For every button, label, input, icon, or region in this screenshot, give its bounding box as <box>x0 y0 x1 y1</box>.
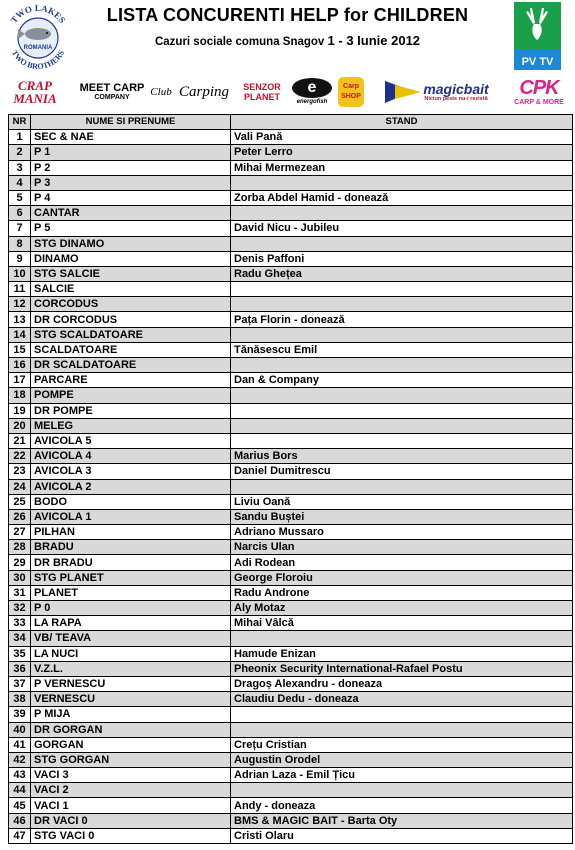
table-row <box>9 798 573 813</box>
row-name: LA NUCI <box>31 646 231 661</box>
row-name: GORGAN <box>31 737 231 752</box>
row-name: AVICOLA 4 <box>31 449 231 464</box>
row-name: STG VACI 0 <box>31 828 231 843</box>
sponsor-cpk <box>506 74 572 110</box>
row-name: AVICOLA 3 <box>31 464 231 479</box>
row-stand: Claudiu Dedu - doneaza <box>231 692 573 707</box>
row-number: 43 <box>9 768 31 783</box>
row-number: 22 <box>9 449 31 464</box>
row-name: PLANET <box>31 585 231 600</box>
sponsor-text: CRAP MANIA <box>13 78 57 106</box>
sponsor-text: magicbait <box>423 80 489 97</box>
sponsor-strip <box>0 74 575 110</box>
row-number: 33 <box>9 616 31 631</box>
row-stand <box>231 433 573 448</box>
row-name: STG SALCIE <box>31 266 231 281</box>
table-row <box>9 601 573 616</box>
subtitle-dates: 1 - 3 Iunie 2012 <box>327 33 421 48</box>
row-stand: Marius Bors <box>231 449 573 464</box>
table-row <box>9 707 573 722</box>
table-row <box>9 737 573 752</box>
table-row <box>9 585 573 600</box>
table-row <box>9 312 573 327</box>
row-number: 15 <box>9 342 31 357</box>
row-number: 30 <box>9 570 31 585</box>
row-stand <box>231 707 573 722</box>
sponsor-sub: CARP & MORE <box>514 98 564 106</box>
row-number: 13 <box>9 312 31 327</box>
row-name: SEC & NAE <box>31 130 231 145</box>
row-number: 28 <box>9 540 31 555</box>
row-name: AVICOLA 2 <box>31 479 231 494</box>
row-stand: Zorba Abdel Hamid - donează <box>231 190 573 205</box>
logo-arc-bottom-text: TWO BROTHERS <box>9 48 67 72</box>
row-number: 18 <box>9 388 31 403</box>
subtitle-lead: Cazuri sociale comuna Snagov <box>154 36 325 48</box>
row-name: DR GORGAN <box>31 722 231 737</box>
row-stand: BMS & MAGIC BAIT - Barta Oty <box>231 813 573 828</box>
row-stand <box>231 327 573 342</box>
table-row <box>9 555 573 570</box>
row-number: 3 <box>9 160 31 175</box>
sponsor-text: Carp SHOP <box>338 77 364 107</box>
row-stand: Adriano Mussaro <box>231 525 573 540</box>
row-stand: Denis Paffoni <box>231 251 573 266</box>
table-row <box>9 221 573 236</box>
row-name: PARCARE <box>31 373 231 388</box>
row-stand: Pheonix Security International-Rafael Postu <box>231 661 573 676</box>
row-stand <box>231 358 573 373</box>
row-stand: Hamude Enizan <box>231 646 573 661</box>
row-number: 20 <box>9 418 31 433</box>
row-name: VACI 3 <box>31 768 231 783</box>
sponsor-magicbait <box>366 74 506 110</box>
table-row <box>9 509 573 524</box>
row-stand <box>231 388 573 403</box>
row-name: DR CORCODUS <box>31 312 231 327</box>
row-number: 10 <box>9 266 31 281</box>
row-name: SALCIE <box>31 282 231 297</box>
row-number: 17 <box>9 373 31 388</box>
row-name: LA RAPA <box>31 616 231 631</box>
row-name: P 5 <box>31 221 231 236</box>
row-name: V.Z.L. <box>31 661 231 676</box>
row-number: 25 <box>9 494 31 509</box>
row-number: 42 <box>9 752 31 767</box>
sponsor-text: e <box>292 78 332 98</box>
row-stand: Narcis Ulan <box>231 540 573 555</box>
sponsor-meet-carp <box>70 74 154 110</box>
table-row <box>9 540 573 555</box>
column-header-name: NUME SI PRENUME <box>31 115 231 130</box>
row-name: POMPE <box>31 388 231 403</box>
row-number: 39 <box>9 707 31 722</box>
sponsor-carp-shop <box>336 74 366 110</box>
row-number: 34 <box>9 631 31 646</box>
page-header <box>0 0 575 110</box>
row-stand: Andy - doneaza <box>231 798 573 813</box>
row-number: 14 <box>9 327 31 342</box>
row-number: 23 <box>9 464 31 479</box>
table-row <box>9 464 573 479</box>
row-stand: Vali Pană <box>231 130 573 145</box>
row-name: DR SCALDATOARE <box>31 358 231 373</box>
row-stand: Liviu Oană <box>231 494 573 509</box>
row-number: 36 <box>9 661 31 676</box>
logo-center-text: ROMANIA <box>23 45 53 51</box>
row-number: 12 <box>9 297 31 312</box>
competitors-table <box>8 114 573 844</box>
row-name: P MIJA <box>31 707 231 722</box>
row-number: 29 <box>9 555 31 570</box>
table-row <box>9 631 573 646</box>
row-number: 31 <box>9 585 31 600</box>
row-stand: Dan & Company <box>231 373 573 388</box>
table-row <box>9 828 573 843</box>
row-number: 16 <box>9 358 31 373</box>
page-subtitle <box>0 33 575 48</box>
row-stand <box>231 479 573 494</box>
sponsor-text: MEET CARP <box>79 82 145 94</box>
row-stand: Aly Motaz <box>231 601 573 616</box>
row-stand: Pața Florin - donează <box>231 312 573 327</box>
pvtv-label: PV TV <box>521 56 554 68</box>
row-name: DR POMPE <box>31 403 231 418</box>
table-header-row <box>9 115 573 130</box>
column-header-nr: NR <box>9 115 31 130</box>
row-number: 6 <box>9 206 31 221</box>
table-row <box>9 358 573 373</box>
row-name: STG GORGAN <box>31 752 231 767</box>
magicbait-swoosh-icon <box>383 77 423 107</box>
row-stand <box>231 631 573 646</box>
row-name: CANTAR <box>31 206 231 221</box>
table-row <box>9 145 573 160</box>
row-stand <box>231 722 573 737</box>
row-number: 8 <box>9 236 31 251</box>
row-number: 46 <box>9 813 31 828</box>
logo-arc-top-text: TWO LAKES <box>8 2 68 25</box>
row-stand <box>231 418 573 433</box>
row-stand <box>231 403 573 418</box>
row-number: 4 <box>9 175 31 190</box>
row-stand: Tănăsescu Emil <box>231 342 573 357</box>
row-name: CORCODUS <box>31 297 231 312</box>
row-stand: Peter Lerro <box>231 145 573 160</box>
table-row <box>9 266 573 281</box>
table-row <box>9 722 573 737</box>
row-name: P 3 <box>31 175 231 190</box>
row-stand <box>231 175 573 190</box>
table-row <box>9 130 573 145</box>
table-row <box>9 175 573 190</box>
pvtv-logo <box>514 2 561 70</box>
row-number: 44 <box>9 783 31 798</box>
table-row <box>9 433 573 448</box>
sponsor-sub: Niciun peste nu-i rezistă <box>424 95 488 102</box>
row-number: 7 <box>9 221 31 236</box>
table-row <box>9 479 573 494</box>
sponsor-text: Carping <box>178 83 229 100</box>
row-name: DR BRADU <box>31 555 231 570</box>
table-row <box>9 403 573 418</box>
row-number: 5 <box>9 190 31 205</box>
table-row <box>9 190 573 205</box>
row-stand: Radu Ghețea <box>231 266 573 281</box>
row-stand: Mihai Vâlcă <box>231 616 573 631</box>
row-stand <box>231 783 573 798</box>
table-row <box>9 752 573 767</box>
row-name: AVICOLA 1 <box>31 509 231 524</box>
table-row <box>9 327 573 342</box>
table-row <box>9 251 573 266</box>
row-number: 24 <box>9 479 31 494</box>
row-stand <box>231 236 573 251</box>
row-number: 40 <box>9 722 31 737</box>
row-stand: Cristi Olaru <box>231 828 573 843</box>
table-row <box>9 646 573 661</box>
row-number: 37 <box>9 676 31 691</box>
row-name: MELEG <box>31 418 231 433</box>
row-name: VB/ TEAVA <box>31 631 231 646</box>
table-row <box>9 449 573 464</box>
row-name: P VERNESCU <box>31 676 231 691</box>
table-row <box>9 570 573 585</box>
row-stand <box>231 282 573 297</box>
row-name: AVICOLA 5 <box>31 433 231 448</box>
row-number: 41 <box>9 737 31 752</box>
row-name: STG DINAMO <box>31 236 231 251</box>
sponsor-senzor-planet <box>236 74 288 110</box>
row-stand <box>231 297 573 312</box>
column-header-stand: STAND <box>231 115 573 130</box>
row-name: STG PLANET <box>31 570 231 585</box>
row-number: 21 <box>9 433 31 448</box>
row-stand: David Nicu - Jubileu <box>231 221 573 236</box>
row-stand: Adrian Laza - Emil Țicu <box>231 768 573 783</box>
row-name: P 2 <box>31 160 231 175</box>
row-name: SCALDATOARE <box>31 342 231 357</box>
row-name: DR VACI 0 <box>31 813 231 828</box>
table-row <box>9 525 573 540</box>
row-number: 1 <box>9 130 31 145</box>
sponsor-text: CPK <box>519 76 559 99</box>
row-stand: Mihai Mermezean <box>231 160 573 175</box>
table-row <box>9 373 573 388</box>
row-number: 11 <box>9 282 31 297</box>
table-row <box>9 616 573 631</box>
row-name: VERNESCU <box>31 692 231 707</box>
row-name: P 4 <box>31 190 231 205</box>
table-row <box>9 692 573 707</box>
row-number: 35 <box>9 646 31 661</box>
row-number: 19 <box>9 403 31 418</box>
table-row <box>9 282 573 297</box>
row-number: 38 <box>9 692 31 707</box>
row-name: P 0 <box>31 601 231 616</box>
row-name: PILHAN <box>31 525 231 540</box>
table-row <box>9 418 573 433</box>
row-name: VACI 1 <box>31 798 231 813</box>
table-row <box>9 783 573 798</box>
table-row <box>9 342 573 357</box>
row-name: P 1 <box>31 145 231 160</box>
row-stand: Augustin Orodel <box>231 752 573 767</box>
row-name: BODO <box>31 494 231 509</box>
sponsor-sub: energofish <box>296 99 328 105</box>
page-title: LISTA CONCURENTI HELP for CHILDREN <box>106 5 469 25</box>
row-name: DINAMO <box>31 251 231 266</box>
sponsor-text: SENZOR PLANET <box>243 82 281 102</box>
table-row <box>9 236 573 251</box>
row-name: VACI 2 <box>31 783 231 798</box>
row-number: 45 <box>9 798 31 813</box>
row-number: 2 <box>9 145 31 160</box>
row-stand: Sandu Buștei <box>231 509 573 524</box>
sponsor-crap-mania <box>2 74 68 110</box>
row-stand: Adi Rodean <box>231 555 573 570</box>
sponsor-carping <box>172 74 236 110</box>
table-row <box>9 494 573 509</box>
row-stand: Dragoș Alexandru - doneaza <box>231 676 573 691</box>
table-row <box>9 768 573 783</box>
table-row <box>9 206 573 221</box>
row-number: 32 <box>9 601 31 616</box>
sponsor-text: Club <box>150 86 172 98</box>
row-name: BRADU <box>31 540 231 555</box>
row-number: 9 <box>9 251 31 266</box>
row-number: 47 <box>9 828 31 843</box>
table-row <box>9 676 573 691</box>
row-stand: Crețu Cristian <box>231 737 573 752</box>
row-stand: Radu Androne <box>231 585 573 600</box>
row-number: 27 <box>9 525 31 540</box>
sponsor-energofish <box>290 74 334 110</box>
row-stand: Daniel Dumitrescu <box>231 464 573 479</box>
table-row <box>9 388 573 403</box>
table-body <box>9 130 573 844</box>
row-stand: George Floroiu <box>231 570 573 585</box>
table-row <box>9 297 573 312</box>
table-row <box>9 661 573 676</box>
competitors-table-container <box>8 114 572 844</box>
row-number: 26 <box>9 509 31 524</box>
table-row <box>9 160 573 175</box>
sponsor-sub: COMPANY <box>94 94 130 101</box>
row-stand <box>231 206 573 221</box>
table-row <box>9 813 573 828</box>
row-name: STG SCALDATOARE <box>31 327 231 342</box>
